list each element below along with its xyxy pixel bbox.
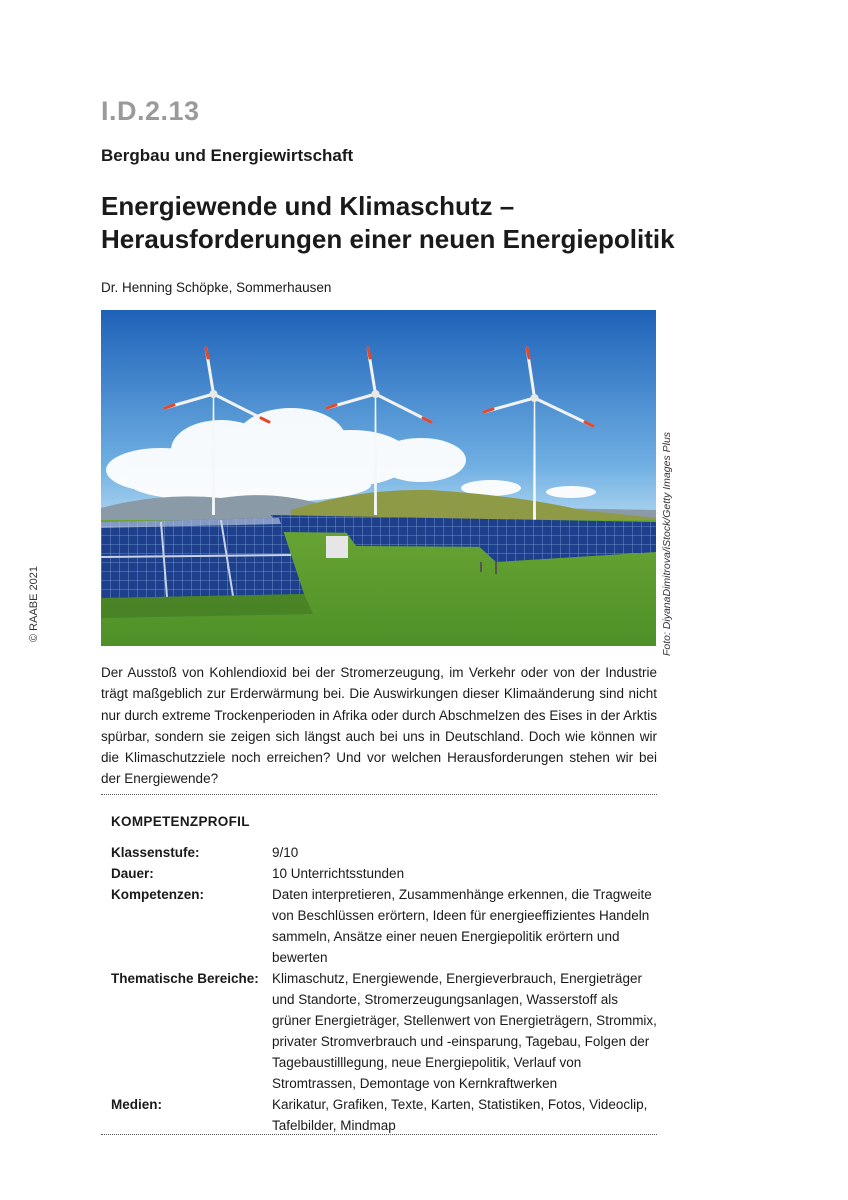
title-line-1: Energiewende und Klimaschutz – <box>101 191 515 221</box>
profile-value: 9/10 <box>272 845 299 860</box>
cover-photo <box>101 310 656 646</box>
profile-row <box>111 1094 657 1136</box>
profile-value: Daten interpretieren, Zusammenhänge erkennen, die Tragweite von Beschlüssen erörtern, Ideen für energieeffizientes Handeln sammeln, Ansätze einer neuen Energiepolitik erörtern und bewerten <box>272 887 652 965</box>
profile-label: Medien: <box>111 1097 163 1112</box>
profile-row <box>111 884 657 968</box>
unit-code: I.D.2.13 <box>101 96 200 126</box>
profile-label: Kompetenzen: <box>111 887 205 902</box>
category-heading: Bergbau und Energiewirtschaft <box>101 146 354 165</box>
profile-row <box>111 968 657 1094</box>
kompetenzprofil-table <box>111 842 657 1136</box>
divider-bottom <box>101 1134 657 1135</box>
wind-solar-photo <box>101 310 656 646</box>
profile-label: Dauer: <box>111 866 154 881</box>
intro-paragraph: Der Ausstoß von Kohlendioxid bei der Stromerzeugung, im Verkehr oder von der Industrie trägt maßgeblich zur Erderwärmung bei. Die Auswirkungen dieser Klimaänderung sind nicht nur durch extreme Trockenperioden in Afrika oder durch Abschmelzen des Eises in der Arktis spürbar, sondern sie zeigen sich längst auch bei uns in Deutschland. Doch wie können wir die Klimaschutzziele noch erreichen? Und vor welchen Herausforderungen stehen wir bei der Energiewende? <box>101 665 657 787</box>
photo-credit: Foto: DiyanaDimitrova/iStock/Getty Images Plus <box>661 431 673 657</box>
profile-value: Karikatur, Grafiken, Texte, Karten, Statistiken, Fotos, Videoclip, Tafelbilder, Mindmap <box>272 1097 648 1133</box>
profile-label: Thematische Bereiche: <box>111 971 259 986</box>
profile-value: 10 Unterrichtsstunden <box>272 866 405 881</box>
kompetenzprofil-heading: KOMPETENZPROFIL <box>111 814 250 829</box>
solar-panel-front <box>101 518 313 618</box>
copyright-note: © RAABE 2021 <box>28 566 40 642</box>
author-line: Dr. Henning Schöpke, Sommerhausen <box>101 280 332 295</box>
profile-row <box>111 842 657 863</box>
profile-row <box>111 863 657 884</box>
page-title <box>101 190 701 256</box>
profile-value: Klimaschutz, Energiewende, Energieverbrauch, Energieträger und Standorte, Stromerzeugungsanlagen, Wasserstoff als grüner Energieträger, Stellenwert von Energieträgern, Strommix, privater Stromverbrauch und -einsparung, Tagebau, Folgen der Tagebaustilllegung, neue Energiepolitik, Verlauf von Stromtrassen, Demontage von Kernkraftwerken <box>272 971 657 1091</box>
profile-label: Klassenstufe: <box>111 845 200 860</box>
divider-top <box>101 794 657 795</box>
title-line-2: Herausforderungen einer neuen Energiepolitik <box>101 224 675 254</box>
